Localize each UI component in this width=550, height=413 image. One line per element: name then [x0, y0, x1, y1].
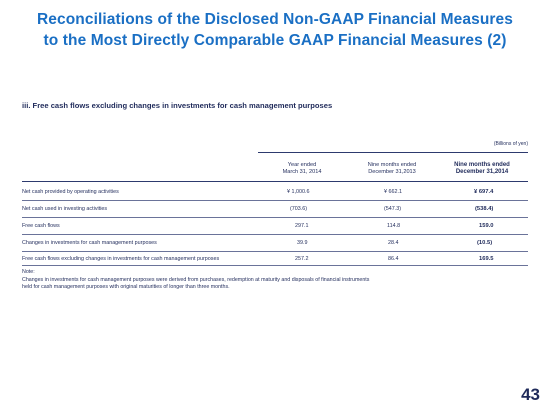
column-header-line-2: December 31,2014	[455, 169, 509, 175]
cell-year-2014: 39.9	[297, 240, 308, 246]
footnote-line-2: held for cash management purposes with original maturities of longer than three months.	[22, 284, 230, 290]
page-number: 43	[521, 385, 540, 404]
section-heading: iii. Free cash flows excluding changes in investments for cash management purposes	[22, 101, 333, 110]
cell-year-2014: 257.2	[295, 256, 309, 262]
column-header-year-2014	[258, 162, 346, 176]
footnote-heading: Note:	[22, 269, 35, 275]
footnote	[22, 269, 369, 292]
row-divider	[22, 217, 528, 218]
cell-year-2014: (703.6)	[290, 206, 308, 212]
column-header-line-2: December 31,2013	[368, 169, 416, 175]
table-row	[22, 256, 528, 268]
column-header-nine-months-2013	[348, 162, 436, 176]
header-rule	[258, 152, 528, 153]
column-header-line-1: Nine months ended	[454, 162, 510, 168]
row-label: Free cash flows	[22, 223, 60, 229]
cell-nine-months-2013: 86.4	[388, 256, 399, 262]
cell-nine-months-2014: (10.5)	[477, 240, 493, 246]
cell-nine-months-2014: 159.0	[479, 223, 494, 229]
cell-nine-months-2013: (547.3)	[384, 206, 402, 212]
row-label: Net cash used in investing activities	[22, 206, 108, 212]
column-header-line-1: Nine months ended	[367, 162, 417, 168]
cell-nine-months-2013: 114.8	[387, 223, 401, 229]
unit-note: (Billions of yen)	[493, 141, 528, 147]
row-label: Net cash provided by operating activities	[22, 189, 119, 195]
slide-title-line-2: to the Most Directly Comparable GAAP Financial Measures (2)	[43, 32, 507, 49]
cell-nine-months-2013: 28.4	[388, 240, 399, 246]
row-divider	[22, 265, 528, 266]
footnote-line-1: Changes in investments for cash management purposes were derived from purchases, redemption at maturity and disposals of financial instruments	[22, 276, 370, 283]
row-divider	[22, 200, 528, 201]
cell-nine-months-2014: ¥ 697.4	[474, 189, 494, 195]
table-header-rule	[22, 181, 528, 182]
slide-title-line-1: Reconciliations of the Disclosed Non-GAAP Financial Measures	[37, 11, 513, 28]
column-header-nine-months-2014	[438, 162, 526, 176]
cell-nine-months-2014: (538.4)	[475, 206, 494, 212]
cell-nine-months-2014: 169.5	[479, 256, 494, 262]
row-divider	[22, 251, 528, 252]
cell-year-2014: ¥ 1,000.6	[287, 189, 310, 195]
column-header-line-2: March 31, 2014	[282, 169, 322, 175]
row-divider	[22, 234, 528, 235]
row-label: Changes in investments for cash management purposes	[22, 240, 157, 246]
slide-title	[0, 9, 550, 51]
row-label: Free cash flows excluding changes in investments for cash management purposes	[22, 256, 220, 262]
cell-nine-months-2013: ¥ 662.1	[384, 189, 402, 195]
column-header-line-1: Year ended	[287, 162, 317, 168]
cell-year-2014: 297.1	[295, 223, 309, 229]
